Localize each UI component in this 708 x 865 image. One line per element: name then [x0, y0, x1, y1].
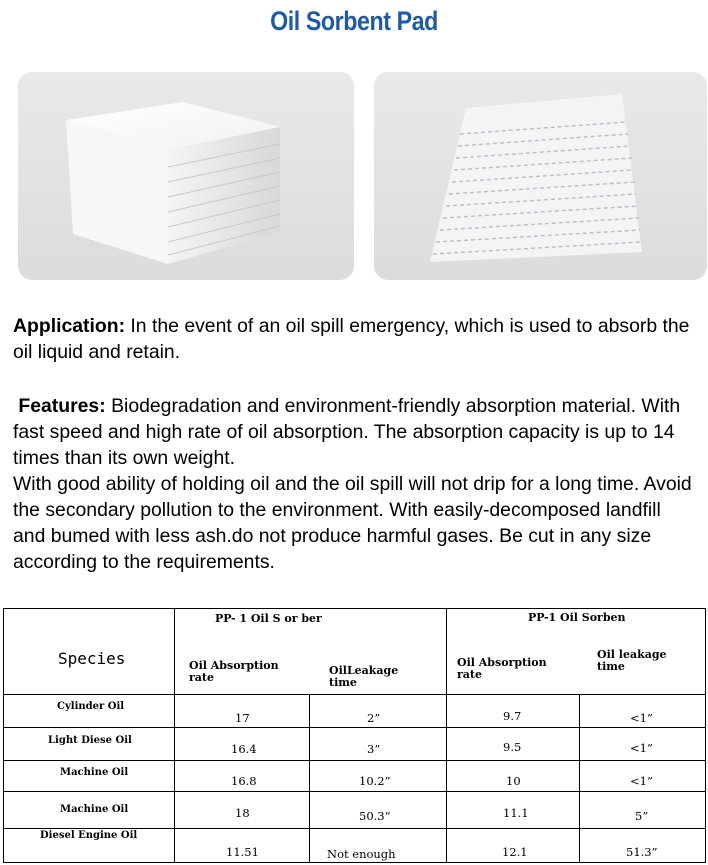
leak1-value: 3” — [367, 742, 381, 756]
species-label: Machine Oil — [60, 767, 129, 778]
features-text: Biodegradation and environment-friendly absorption material. With fast speed and high rate of oil absorption. The absorption capacity is up to 14 times than its own weight. — [13, 395, 681, 469]
perforated-pads-illustration — [374, 72, 707, 280]
application-label: Application: — [13, 315, 126, 337]
table-row — [4, 761, 706, 792]
leak1-value: 2” — [367, 711, 381, 725]
rate1-value: 17 — [235, 711, 250, 725]
species-header: Species — [58, 649, 126, 668]
species-label: Machine Oil — [60, 804, 129, 815]
leak2-value: <1” — [630, 711, 653, 725]
table-row — [4, 792, 706, 829]
stacked-pads-illustration — [18, 72, 354, 280]
absorption-table — [3, 608, 706, 863]
group1-header-cell — [175, 609, 447, 695]
perforated-pads-image — [374, 72, 707, 280]
page-title: Oil Sorbent Pad — [270, 6, 438, 36]
features-text-2: With good ability of holding oil and the oil spill will not drip for a long time. Avoid the secondary pollution to the environment. With easily-decomposed landfill and bumed with less ash.do not produce harmful gases. Be cut in any size according to the requirements. — [13, 473, 692, 573]
species-header-cell — [4, 609, 175, 695]
group1-header: PP- 1 Oil S or ber — [215, 612, 322, 625]
application-text: In the event of an oil spill emergency, which is used to absorb the oil liquid and retain. — [13, 315, 690, 363]
stacked-pads-image — [18, 72, 354, 280]
leak1-value: 50.3“ — [359, 809, 391, 823]
group2-header-cell — [447, 609, 706, 695]
species-label: Light Diese Oil — [48, 735, 132, 746]
rate2-value: 12.1 — [502, 845, 528, 859]
features-paragraph — [13, 393, 698, 575]
col-leak2-header: Oil leakage time — [597, 648, 667, 673]
rate1-value: 11.51 — [226, 845, 259, 859]
leak1-value: 10.2” — [359, 774, 391, 788]
leak2-value: 5” — [635, 809, 649, 823]
table-row — [4, 695, 706, 728]
rate2-value: 10 — [506, 774, 521, 788]
rate1-value: 16.4 — [231, 742, 257, 756]
rate2-value: 9.5 — [503, 740, 522, 754]
species-label: Cylinder Oil — [57, 701, 125, 712]
features-label: Features: — [18, 395, 106, 417]
rate2-value: 11.1 — [503, 806, 529, 820]
col-rate1-header: Oil Absorption rate — [189, 659, 279, 684]
leak2-value: <1” — [630, 741, 653, 755]
leak2-value: <1” — [630, 774, 653, 788]
rate1-value: 16.8 — [231, 774, 257, 788]
rate1-value: 18 — [235, 806, 250, 820]
species-label: Diesel Engine Oil — [40, 830, 138, 841]
application-paragraph — [13, 313, 698, 365]
leak2-value: 51.3” — [626, 845, 658, 859]
leak1-value: Not enough — [327, 847, 396, 861]
table-row — [4, 728, 706, 761]
col-leak1-header: OilLeakage time — [329, 664, 399, 689]
col-rate2-header: Oil Absorption rate — [457, 656, 547, 681]
group2-header: PP-1 Oil Sorben — [528, 611, 626, 624]
rate2-value: 9.7 — [503, 709, 522, 723]
table-row — [4, 829, 706, 863]
